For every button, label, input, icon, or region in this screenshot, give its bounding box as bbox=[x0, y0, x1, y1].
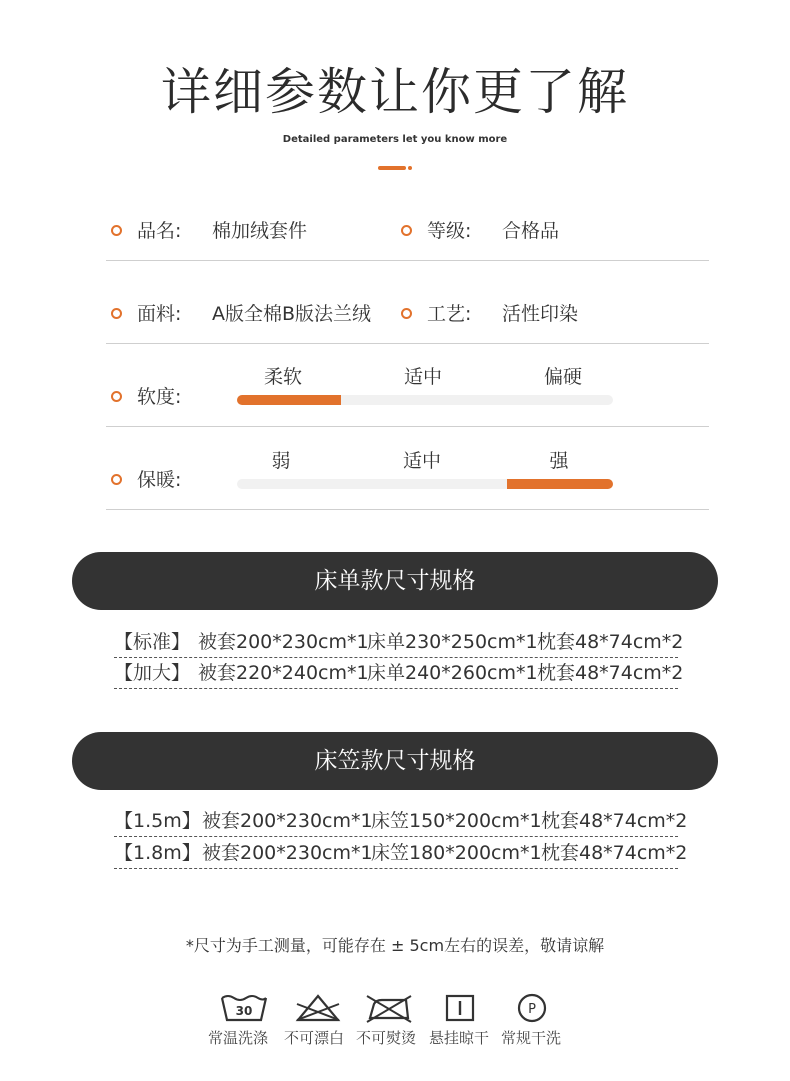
warmth-fill bbox=[507, 479, 613, 489]
sheet-section-banner: 床单款尺寸规格 bbox=[72, 552, 718, 610]
care-label: 不可漂白 bbox=[283, 1029, 344, 1047]
measurement-note: *尺寸为手工测量，可能存在 ± 5cm左右的误差，敬请谅解 bbox=[185, 936, 605, 955]
table-row bbox=[114, 838, 688, 869]
softness-scale-low: 柔软 bbox=[263, 366, 302, 388]
size-quilt: 被套220*240cm*1 bbox=[198, 662, 369, 684]
size-pillow: 枕套48*74cm*2 bbox=[541, 810, 688, 832]
bullet-icon bbox=[111, 391, 122, 402]
param-grade-label: 等级: bbox=[427, 220, 472, 242]
warmth-track bbox=[237, 479, 613, 489]
size-quilt: 被套200*230cm*1 bbox=[198, 631, 369, 653]
param-softness-label: 软度: bbox=[137, 386, 182, 408]
bullet-icon bbox=[111, 308, 122, 319]
softness-track bbox=[237, 395, 613, 405]
param-craft-value: 活性印染 bbox=[502, 303, 579, 325]
size-quilt: 被套200*230cm*1 bbox=[202, 842, 373, 864]
size-tag: 【标准】 bbox=[114, 631, 191, 653]
wash-temperature-label: 30 bbox=[235, 1004, 253, 1018]
warmth-scale-high: 强 bbox=[549, 450, 569, 472]
softness-scale-mid: 适中 bbox=[403, 366, 442, 388]
softness-scale-high: 偏硬 bbox=[543, 366, 582, 388]
bullet-icon bbox=[401, 225, 412, 236]
accent-line bbox=[378, 166, 406, 170]
param-material-label: 面料: bbox=[137, 303, 182, 325]
param-craft-label: 工艺: bbox=[427, 303, 472, 325]
param-material-value: A版全棉B版法兰绒 bbox=[212, 303, 372, 325]
size-tag: 【加大】 bbox=[114, 662, 191, 684]
accent-dot bbox=[408, 166, 412, 170]
table-row bbox=[114, 627, 684, 658]
size-sheet: 床单230*250cm*1 bbox=[367, 631, 538, 653]
size-pillow: 枕套48*74cm*2 bbox=[537, 631, 684, 653]
care-label: 不可熨烫 bbox=[355, 1029, 416, 1047]
param-grade-value: 合格品 bbox=[502, 220, 560, 242]
divider bbox=[106, 260, 709, 261]
table-row bbox=[114, 806, 688, 837]
care-label: 悬挂晾干 bbox=[428, 1029, 489, 1047]
size-sheet: 床笠150*200cm*1 bbox=[371, 810, 542, 832]
wash-30-icon bbox=[219, 992, 269, 1024]
param-name-label: 品名: bbox=[137, 220, 182, 242]
divider bbox=[106, 509, 709, 510]
warmth-scale-mid: 适中 bbox=[402, 450, 441, 472]
size-pillow: 枕套48*74cm*2 bbox=[541, 842, 688, 864]
dry-clean-icon bbox=[507, 992, 557, 1024]
table-row bbox=[114, 658, 684, 689]
hang-dry-icon bbox=[435, 992, 485, 1024]
bullet-icon bbox=[111, 225, 122, 236]
page-title: 详细参数让你更了解 bbox=[161, 63, 629, 121]
care-label: 常规干洗 bbox=[500, 1029, 561, 1047]
size-sheet: 床单240*260cm*1 bbox=[367, 662, 538, 684]
bullet-icon bbox=[111, 474, 122, 485]
divider bbox=[106, 343, 709, 344]
size-tag: 【1.8m】 bbox=[114, 842, 201, 864]
param-name-value: 棉加绒套件 bbox=[212, 220, 308, 242]
divider bbox=[106, 426, 709, 427]
size-quilt: 被套200*230cm*1 bbox=[202, 810, 373, 832]
size-sheet: 床笠180*200cm*1 bbox=[371, 842, 542, 864]
size-tag: 【1.5m】 bbox=[114, 810, 201, 832]
no-bleach-icon bbox=[293, 992, 343, 1024]
size-pillow: 枕套48*74cm*2 bbox=[537, 662, 684, 684]
dry-clean-letter: P bbox=[528, 1002, 536, 1017]
fitted-section-banner: 床笠款尺寸规格 bbox=[72, 732, 718, 790]
param-warmth-label: 保暖: bbox=[137, 469, 182, 491]
page-subtitle: Detailed parameters let you know more bbox=[282, 134, 508, 145]
no-iron-icon bbox=[364, 992, 414, 1024]
softness-fill bbox=[237, 395, 341, 405]
bullet-icon bbox=[401, 308, 412, 319]
warmth-scale-low: 弱 bbox=[271, 450, 291, 472]
care-label: 常温洗涤 bbox=[207, 1029, 268, 1047]
